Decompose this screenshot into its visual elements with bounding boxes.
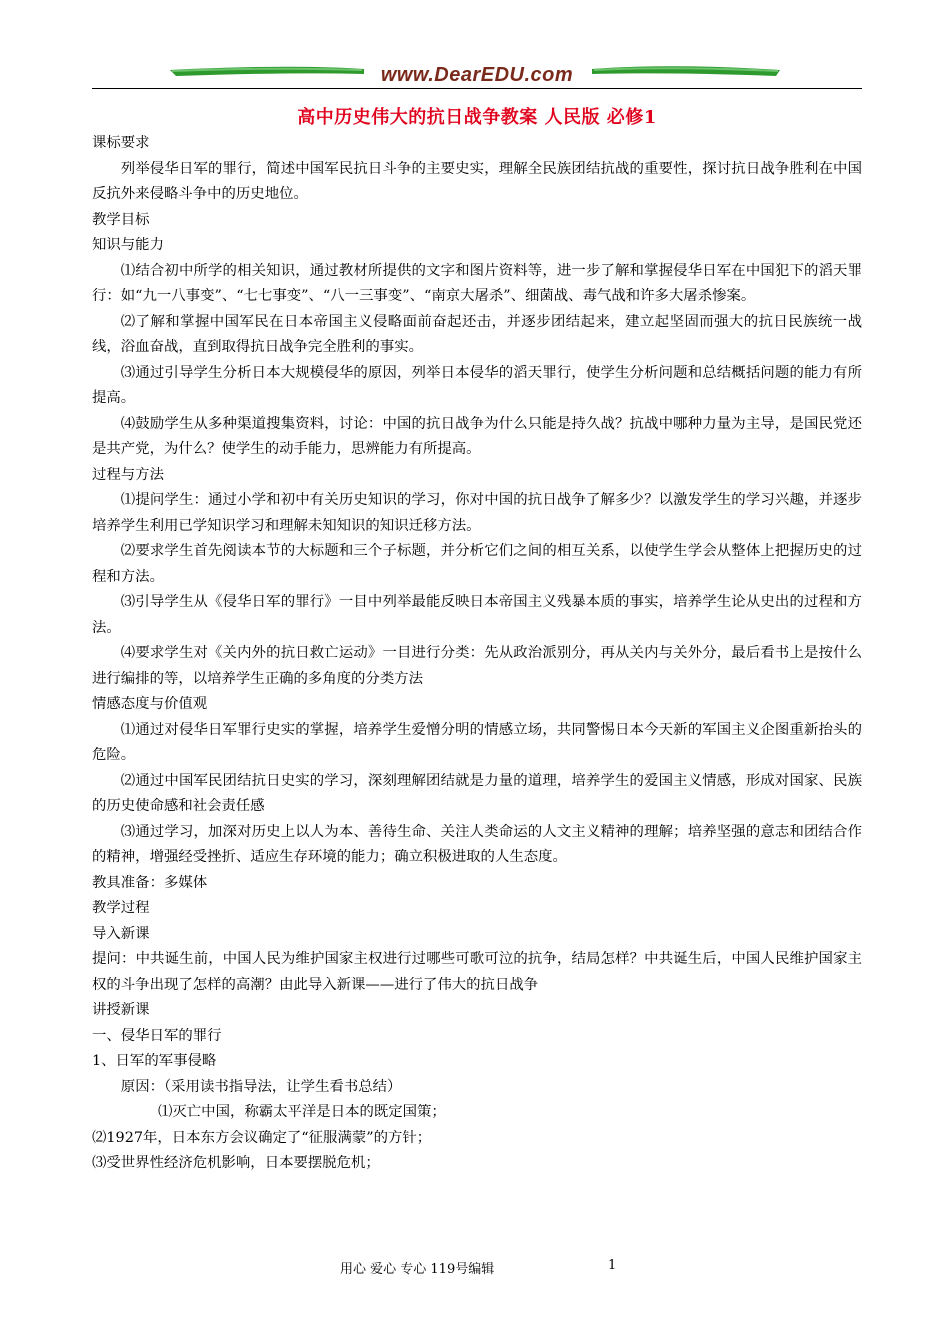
page-number: 1 [608, 1258, 617, 1273]
list-item: ⑶通过学习，加深对历史上以人为本、善待生命、关注人类命运的人文主义精神的理解；培养坚强的意志和团结合作的精神，增强经受挫折、适应生存环境的能力；确立积极进取的人生态度。 [92, 823, 862, 865]
subsection-heading: 讲授新课 [92, 1002, 150, 1018]
subsection-heading: 1、日军的军事侵略 [92, 1053, 217, 1069]
paragraph: 原因：（采用读书指导法，让学生看书总结） [120, 1078, 402, 1095]
header-divider [92, 88, 862, 89]
subsection-heading: 过程与方法 [92, 466, 164, 483]
subsection-heading: 一、侵华日军的罪行 [92, 1027, 222, 1044]
paragraph: 列举侵华日军的罪行，简述中国军民抗日斗争的主要史实，理解全民族团结抗战的重要性，探讨抗日战争胜利在中国反抗外来侵略斗争中的历史地位。 [92, 160, 862, 202]
subsection-heading: 导入新课 [92, 925, 150, 942]
list-item: ⑵通过中国军民团结抗日史实的学习，深刻理解团结就是力量的道理，培养学生的爱国主义情感，形成对国家、民族的历史使命感和社会责任感 [92, 772, 862, 814]
list-item: ⑷鼓励学生从多种渠道搜集资料，讨论：中国的抗日战争为什么只能是持久战？抗战中哪种力量为主导，是国民党还是共产党，为什么？使学生的动手能力，思辨能力有所提高。 [92, 415, 862, 457]
subsection-heading: 情感态度与价值观 [92, 696, 208, 712]
list-item: ⑵1927年，日本东方会议确定了“征服满蒙”的方针； [92, 1129, 432, 1146]
section-heading: 教具准备：多媒体 [92, 874, 208, 891]
list-item: ⑴通过对侵华日军罪行史实的掌握，培养学生爱憎分明的情感立场，共同警惕日本今天新的军国主义企图重新抬头的危险。 [92, 721, 862, 763]
section-heading: 教学过程 [92, 900, 150, 916]
list-item: ⑷要求学生对《关内外的抗日救亡运动》一目进行分类：先从政治派别分，再从关内与关外分，最后看书上是按什么进行编排的等，以培养学生正确的多角度的分类方法 [92, 645, 862, 687]
list-item: ⑵了解和掌握中国军民在日本帝国主义侵略面前奋起还击，并逐步团结起来，建立起坚固而强大的抗日民族统一战线，浴血奋战，直到取得抗日战争完全胜利的事实。 [92, 313, 862, 355]
document-title: 高中历史伟大的抗日战争教案 人民版 必修1 [297, 107, 657, 128]
list-item: ⑶引导学生从《侵华日军的罪行》一目中列举最能反映日本帝国主义残暴本质的事实，培养学生论从史出的过程和方法。 [92, 594, 862, 636]
subsection-heading: 知识与能力 [92, 237, 164, 253]
section-heading: 课标要求 [92, 135, 150, 151]
list-item: ⑵要求学生首先阅读本节的大标题和三个子标题，并分析它们之间的相互关系，以使学生学会从整体上把握历史的过程和方法。 [92, 543, 862, 585]
list-item: ⑴灭亡中国，称霸太平洋是日本的既定国策； [158, 1104, 446, 1120]
list-item: ⑶受世界性经济危机影响，日本要摆脱危机； [92, 1155, 380, 1171]
paragraph: 提问：中共诞生前，中国人民为维护国家主权进行过哪些可歌可泣的抗争，结局怎样？中共诞生后，中国人民维护国家主权的斗争出现了怎样的高潮？由此导入新课——进行了伟大的抗日战争 [92, 951, 862, 993]
site-logo-text[interactable]: www.DearEDU.com [380, 64, 574, 86]
list-item: ⑴提问学生：通过小学和初中有关历史知识的学习，你对中国的抗日战争了解多少？以激发学生的学习兴趣，并逐步培养学生利用已学知识学习和理解未知知识的知识迁移方法。 [92, 492, 862, 534]
footer-text: 用心 爱心 专心 119号编辑 [340, 1262, 495, 1277]
section-heading: 教学目标 [92, 211, 150, 228]
list-item: ⑶通过引导学生分析日本大规模侵华的原因，列举日本侵华的滔天罪行，使学生分析问题和总结概括问题的能力有所提高。 [92, 364, 862, 406]
document-body [92, 131, 862, 1177]
list-item: ⑴结合初中所学的相关知识，通过教材所提供的文字和图片资料等，进一步了解和掌握侵华日军在中国犯下的滔天罪行：如“九一八事变”、“七七事变”、“八一三事变”、“南京大屠杀”、细菌战、毒气战和许多大屠杀惨案。 [92, 262, 862, 304]
